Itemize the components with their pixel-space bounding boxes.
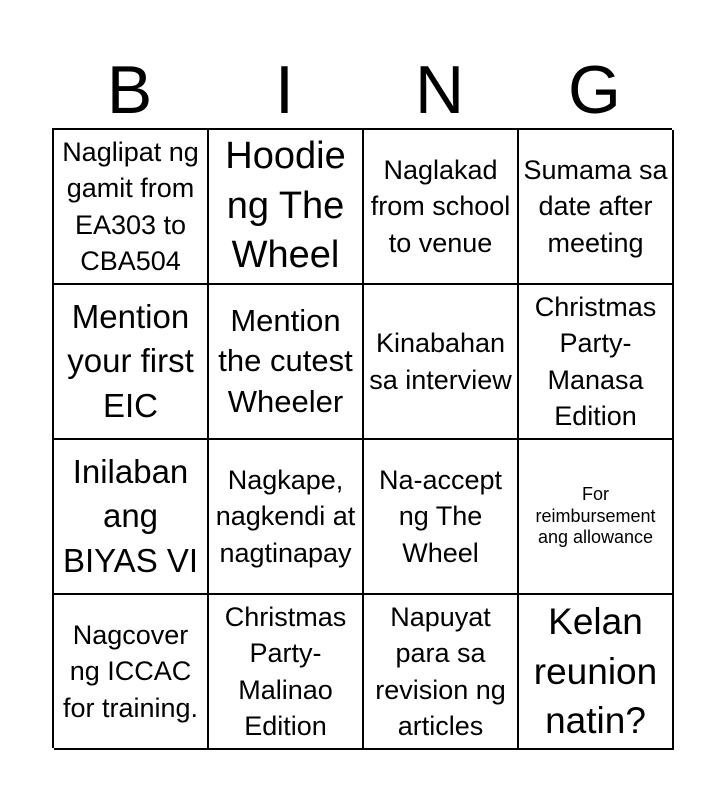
bingo-cell[interactable] (209, 595, 364, 750)
bingo-cell[interactable] (54, 595, 209, 750)
cell-text: Kelan reunion natin? (533, 600, 658, 742)
bingo-cell[interactable] (209, 440, 364, 595)
cell-text: Kinabahan sa interview (369, 328, 512, 395)
cell-text: Inilaban ang BIYAS VI (62, 452, 199, 579)
bingo-cell[interactable] (54, 130, 209, 285)
bingo-cell[interactable] (519, 130, 674, 285)
bingo-cell[interactable] (519, 285, 674, 440)
bingo-cell[interactable] (209, 130, 364, 285)
header-letter-n: N (414, 52, 465, 128)
header-letter-g: G (568, 52, 621, 128)
cell-text: Sumama sa date after meeting (523, 154, 668, 258)
cell-text: For reimbursement ang allowance (535, 484, 656, 548)
header-letter-i: I (275, 52, 294, 128)
cell-text: Na-accept ng The Wheel (378, 464, 503, 568)
cell-text: Mention the cutest Wheeler (218, 303, 353, 419)
cell-text: Christmas Party-Manasa Edition (534, 291, 657, 431)
cell-text: Naglakad from school to venue (370, 154, 511, 258)
cell-text: Nagcover ng ICCAC for training. (62, 619, 199, 723)
bingo-cell[interactable] (54, 440, 209, 595)
cell-text: Naglipat ng gamit from EA303 to CBA504 (62, 136, 199, 276)
cell-text: Napuyat para sa revision ng articles (375, 601, 506, 741)
bingo-cell[interactable] (519, 440, 674, 595)
bingo-cell[interactable] (54, 285, 209, 440)
bingo-cell[interactable] (364, 595, 519, 750)
cell-text: Christmas Party-Malinao Edition (224, 601, 347, 741)
header-letter-b: B (106, 52, 153, 128)
bingo-cell[interactable] (519, 595, 674, 750)
bingo-cell[interactable] (364, 440, 519, 595)
bingo-cell[interactable] (364, 130, 519, 285)
bingo-board (52, 128, 672, 748)
cell-text: Nagkape, nagkendi at nagtinapay (215, 464, 356, 568)
bingo-cell[interactable] (209, 285, 364, 440)
bingo-cell[interactable] (364, 285, 519, 440)
cell-text: Hoodie ng The Wheel (225, 135, 346, 277)
bingo-header (52, 52, 672, 128)
cell-text: Mention your first EIC (67, 297, 194, 424)
